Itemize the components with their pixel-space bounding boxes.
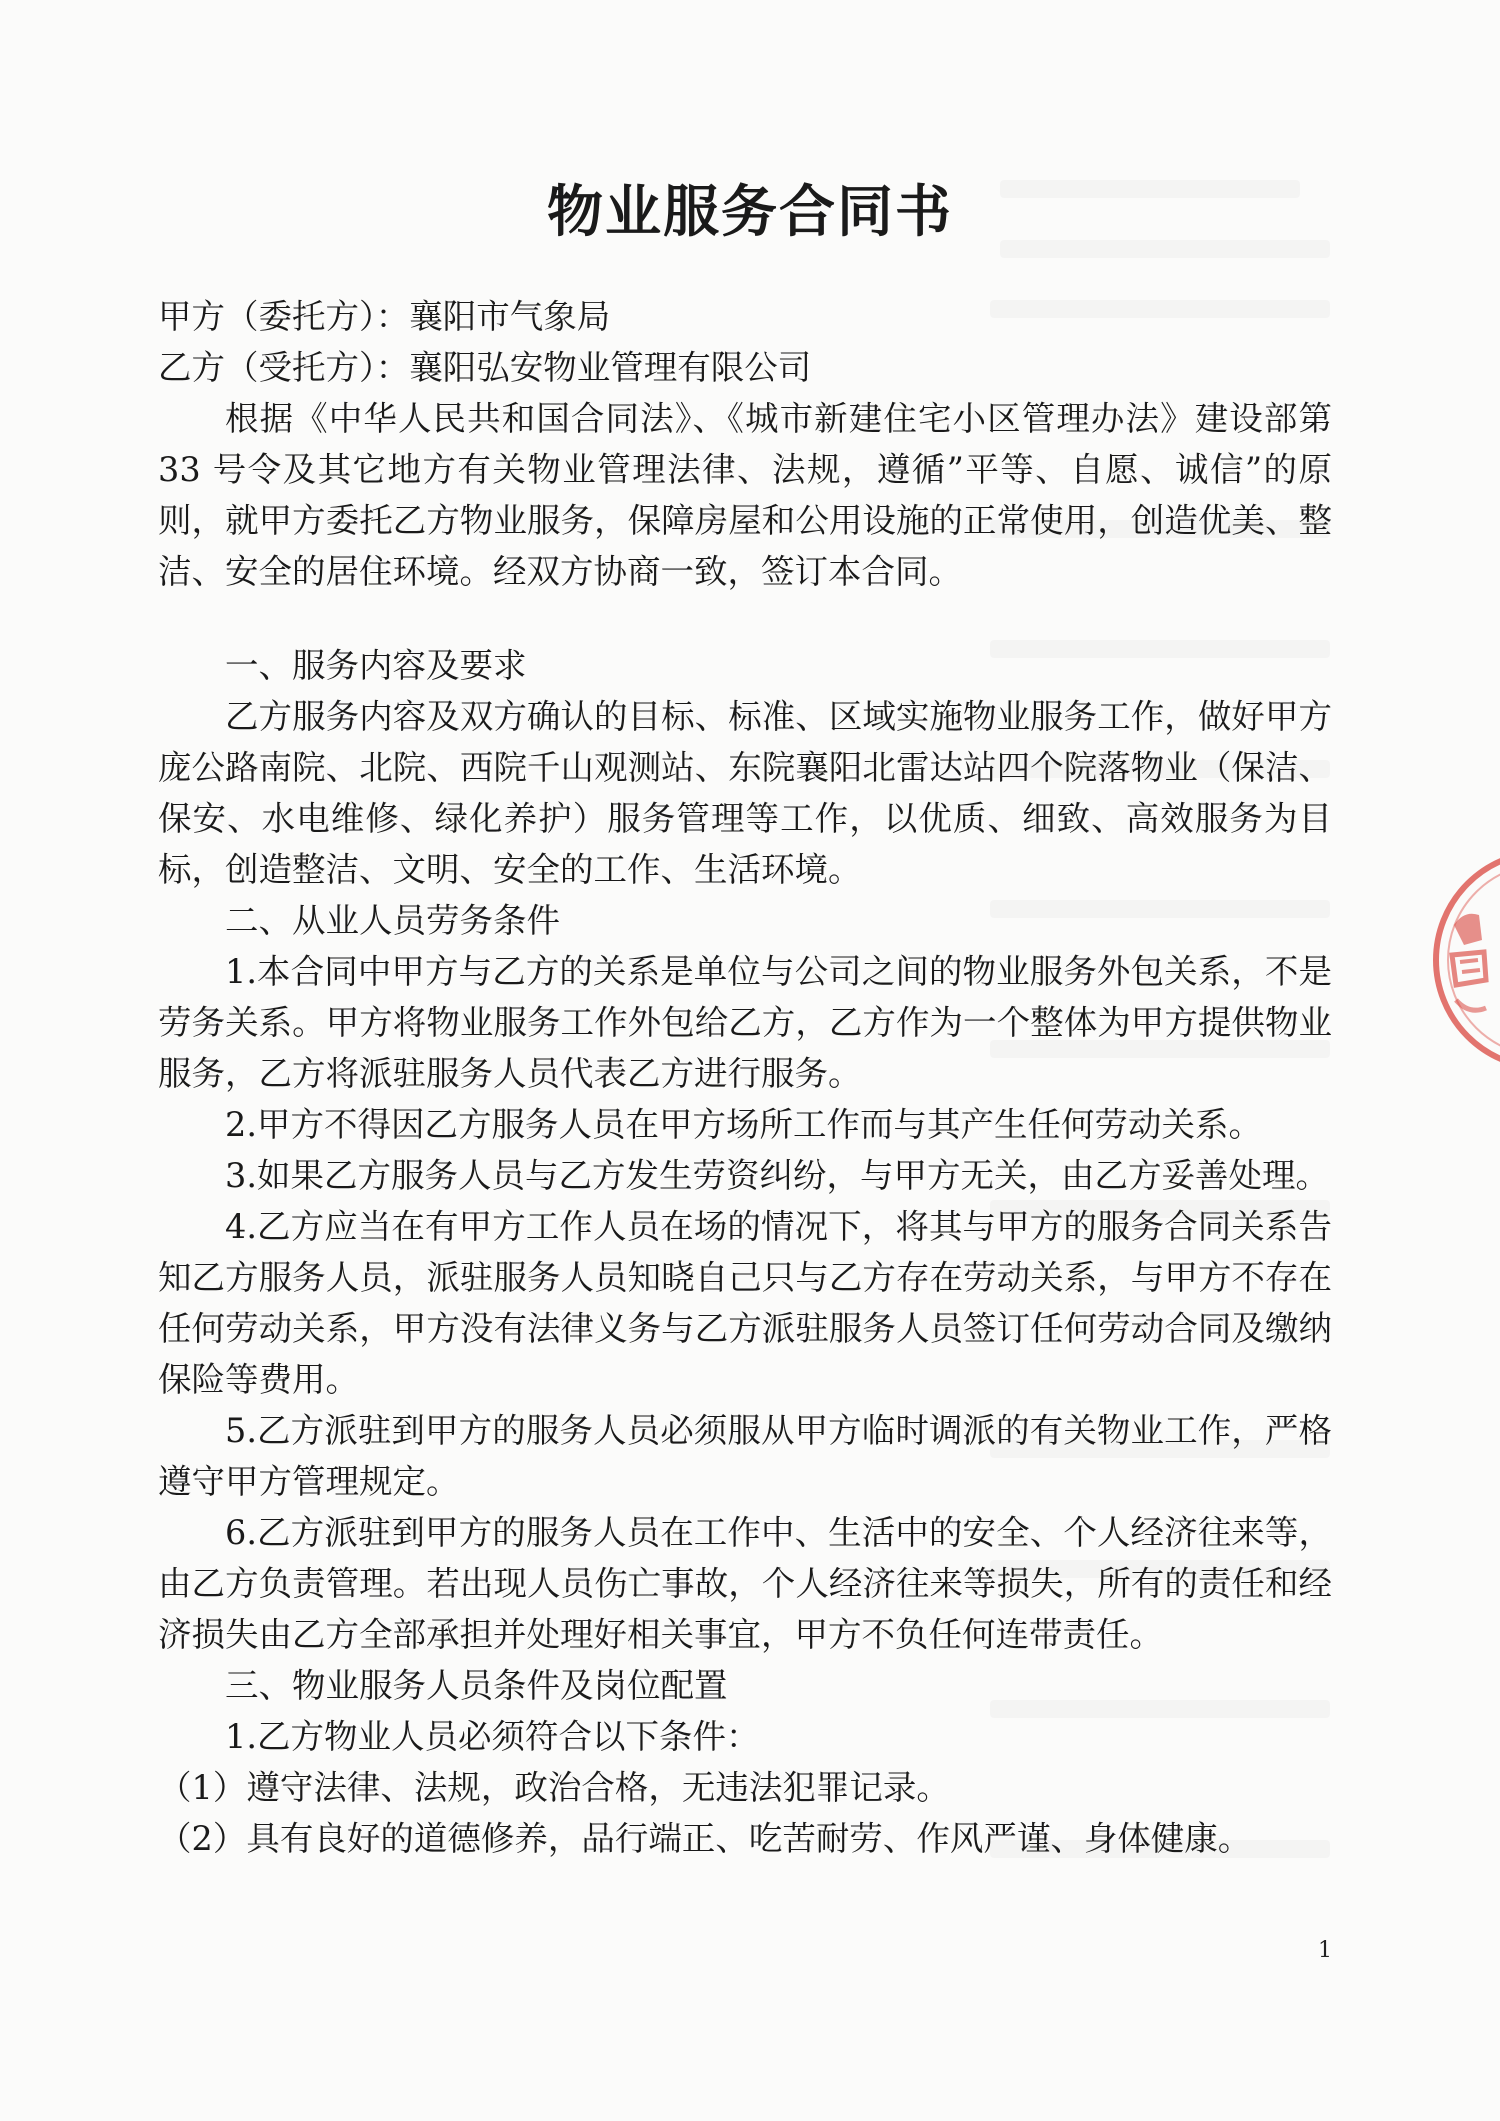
contract-body [158, 291, 1332, 1864]
section-3-item-1: 1.乙方物业人员必须符合以下条件： [225, 1717, 760, 1756]
section-1-heading: 一、服务内容及要求 [225, 646, 527, 685]
section-2-item-5: 5.乙方派驻到甲方的服务人员必须服从甲方临时调派的有关物业工作，严格遵守甲方管理规定。 [158, 1411, 1332, 1501]
section-3-item-2: （1）遵守法律、法规，政治合格，无违法犯罪记录。 [158, 1768, 950, 1807]
section-2-heading: 二、从业人员劳务条件 [225, 901, 560, 940]
page-title: 物业服务合同书 [547, 179, 953, 245]
preamble-paragraph: 根据《中华人民共和国合同法》、《城市新建住宅小区管理办法》建设部第 33 号令及其它地方有关物业管理法律、法规，遵循”平等、自愿、诚信”的原则，就甲方委托乙方物业服务，保障房屋和公用设施的正常使用，创造优美、整洁、安全的居住环境。经双方协商一致，签订本合同。 [158, 399, 1332, 591]
section-3-heading: 三、物业服务人员条件及岗位配置 [225, 1666, 728, 1705]
red-seal-stamp [1394, 840, 1500, 1080]
section-2-item-4: 4.乙方应当在有甲方工作人员在场的情况下，将其与甲方的服务合同关系告知乙方服务人员，派驻服务人员知晓自己只与乙方存在劳动关系，与甲方不存在任何劳动关系，甲方没有法律义务与乙方派驻服务人员签订任何劳动合同及缴纳保险等费用。 [158, 1207, 1332, 1399]
section-3-item-3: （2）具有良好的道德修养，品行端正、吃苦耐劳、作风严谨、身体健康。 [158, 1819, 1252, 1858]
section-2-item-6: 6.乙方派驻到甲方的服务人员在工作中、生活中的安全、个人经济往来等，由乙方负责管理。若出现人员伤亡事故，个人经济往来等损失，所有的责任和经济损失由乙方全部承担并处理好相关事宜，甲方不负任何连带责任。 [158, 1513, 1332, 1654]
section-2-item-1: 1.本合同中甲方与乙方的关系是单位与公司之间的物业服务外包关系，不是劳务关系。甲方将物业服务工作外包给乙方，乙方作为一个整体为甲方提供物业服务，乙方将派驻服务人员代表乙方进行服务。 [158, 952, 1332, 1093]
section-2-item-3: 3.如果乙方服务人员与乙方发生劳资纠纷，与甲方无关，由乙方妥善处理。 [225, 1156, 1329, 1195]
seal-icon [1394, 840, 1500, 1080]
party-b-line: 乙方（受托方）：襄阳弘安物业管理有限公司 [158, 348, 812, 387]
party-a-line: 甲方（委托方）：襄阳市气象局 [158, 297, 611, 336]
page-number: 1 [1318, 1938, 1332, 1963]
section-spacer [158, 597, 1332, 640]
section-2-item-2: 2.甲方不得因乙方服务人员在甲方场所工作而与其产生任何劳动关系。 [225, 1105, 1262, 1144]
section-1-paragraph: 乙方服务内容及双方确认的目标、标准、区域实施物业服务工作，做好甲方庞公路南院、北院、西院千山观测站、东院襄阳北雷达站四个院落物业（保洁、保安、水电维修、绿化养护）服务管理等工作，以优质、细致、高效服务为目标，创造整洁、文明、安全的工作、生活环境。 [158, 697, 1332, 889]
